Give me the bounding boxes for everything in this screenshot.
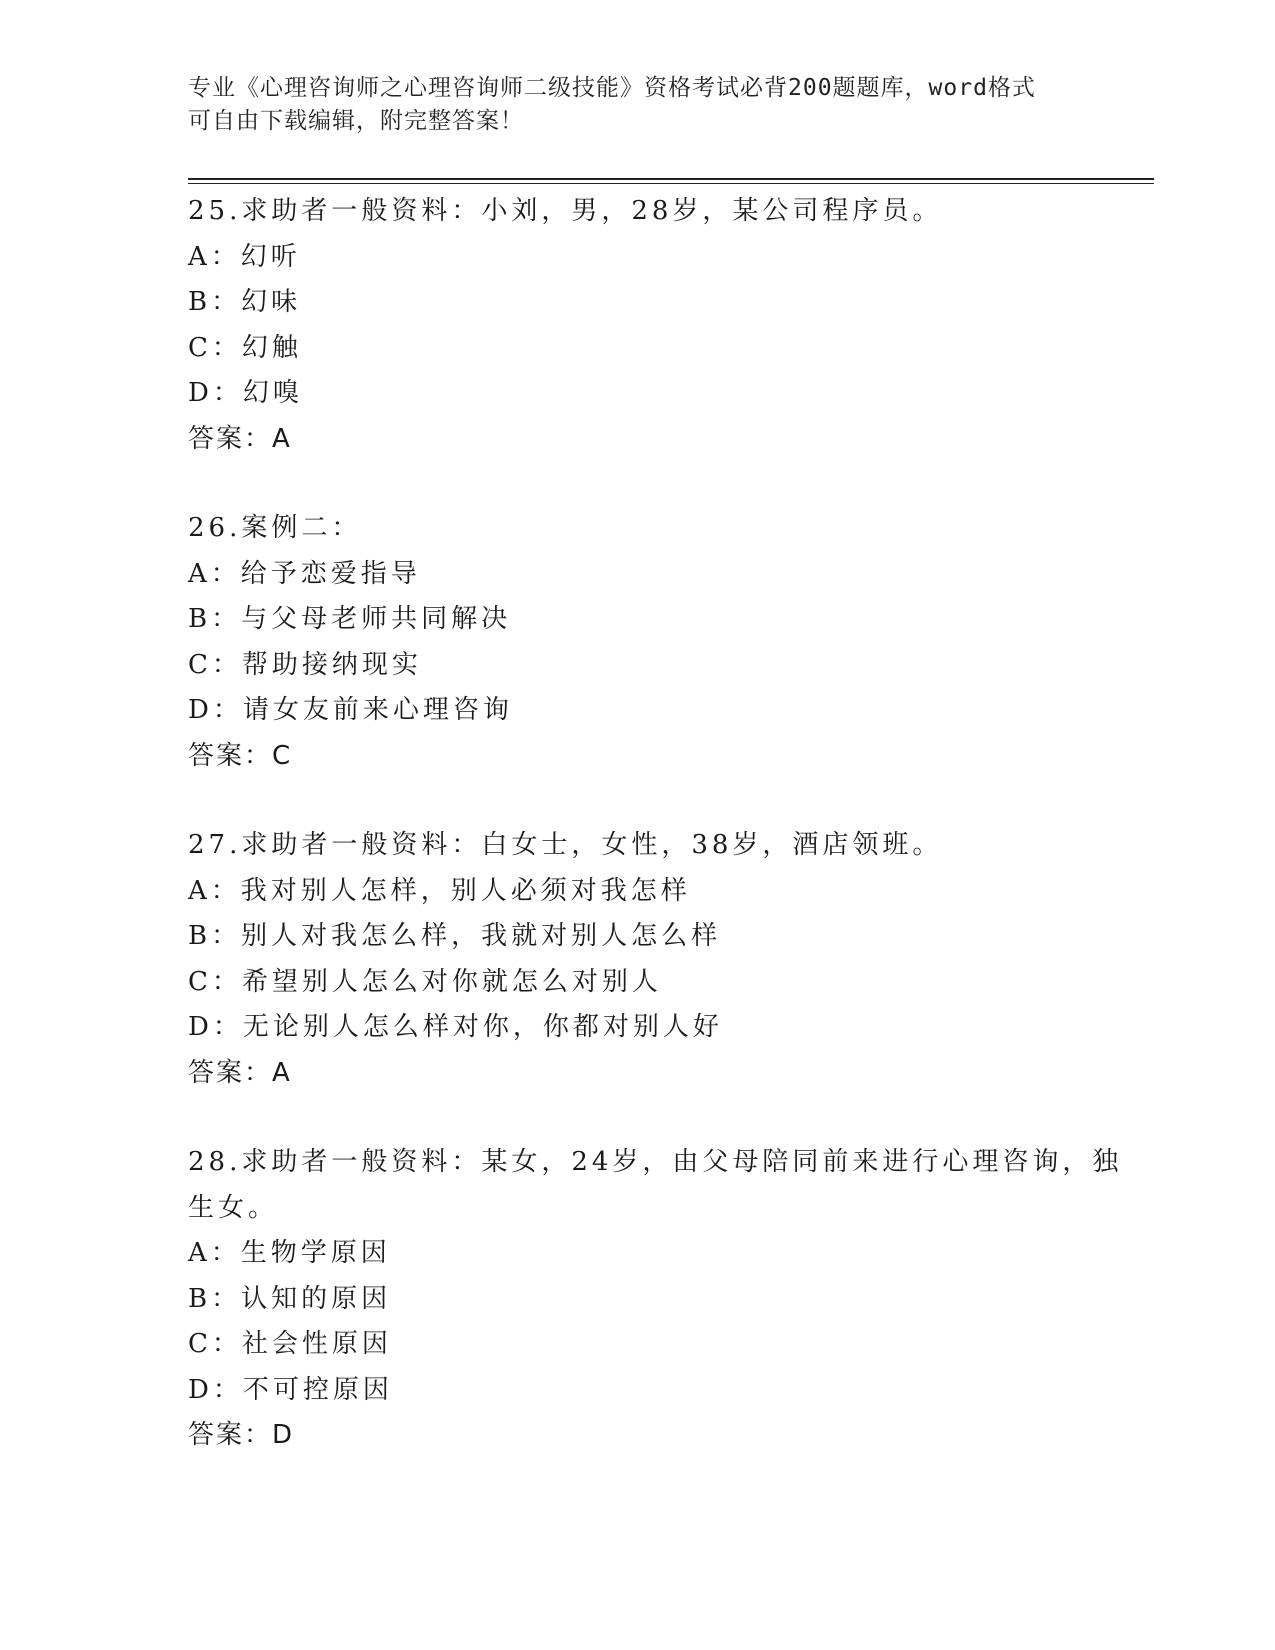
option-a: A：给予恋爱指导 [188,558,421,589]
answer-line: 答案：C [188,740,293,771]
option-b: B：认知的原因 [188,1283,392,1314]
option-a: A：幻听 [188,241,301,272]
option-c: C：希望别人怎么对你就怎么对别人 [188,966,662,997]
header-line-1: 专业《心理咨询师之心理咨询师二级技能》资格考试必背200题题库，word格式 [188,75,1036,101]
question-stem: 27.求助者一般资料：白女士，女性，38岁，酒店领班。 [188,830,943,860]
header-line-2: 可自由下载编辑，附完整答案！ [188,108,524,134]
question-stem: 28.求助者一般资料：某女，24岁，由父母陪同前来进行心理咨询，独 [188,1147,1123,1177]
question-list [188,189,1123,1503]
option-d: D：无论别人怎么样对你，你都对别人好 [188,1012,723,1042]
question-25 [188,189,1108,462]
question-stem-continued: 生女。 [188,1192,279,1223]
answer-line: 答案：A [188,423,292,454]
option-c: C：社会性原因 [188,1329,392,1359]
question-26 [188,506,1108,779]
document-header [188,72,1088,138]
option-c: C：幻触 [188,332,302,363]
option-c: C：帮助接纳现实 [188,649,422,680]
option-b: B：别人对我怎么样，我就对别人怎么样 [188,921,722,951]
question-stem: 26.案例二： [188,513,362,543]
question-27 [188,823,1108,1096]
option-b: B：与父母老师共同解决 [188,604,512,634]
answer-line: 答案：A [188,1057,292,1088]
option-d: D：请女友前来心理咨询 [188,695,513,725]
header-divider-thick [188,178,1154,180]
option-d: D：不可控原因 [188,1374,393,1405]
option-a: A：生物学原因 [188,1238,391,1268]
header-divider-thin [188,183,1154,184]
question-stem: 25.求助者一般资料：小刘，男，28岁，某公司程序员。 [188,196,943,226]
answer-line: 答案：D [188,1420,295,1450]
option-b: B：幻味 [188,287,302,317]
option-d: D：幻嗅 [188,378,303,408]
question-28 [188,1140,1123,1459]
option-a: A：我对别人怎样，别人必须对我怎样 [188,875,691,906]
